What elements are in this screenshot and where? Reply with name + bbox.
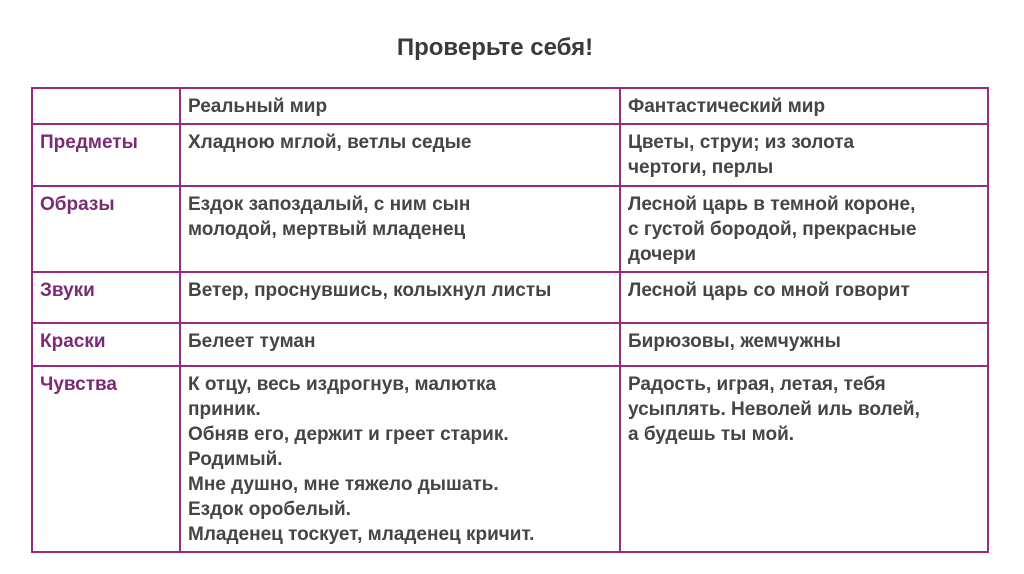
text-line: приник. [188,399,261,420]
text-line: Мне душно, мне тяжело дышать. [188,474,499,495]
table-row [32,124,988,186]
cell-real-feelings [180,366,620,552]
text-line: Бирюзовы, жемчужны [628,331,841,352]
cell-fantasy-feelings [620,366,988,552]
page-title: Проверьте себя! [396,34,594,61]
row-label-sounds: Звуки [32,272,180,323]
row-label-images: Образы [32,186,180,272]
row-label-colors: Краски [32,323,180,366]
table-row [32,366,988,552]
text-line: Родимый. [188,449,283,470]
cell-real-objects [180,124,620,186]
cell-real-colors [180,323,620,366]
text-line: Цветы, струи; из золота [628,132,855,153]
column-header-fantasy-world: Фантастический мир [620,88,988,124]
table-row [32,323,988,366]
cell-fantasy-colors [620,323,988,366]
cell-fantasy-sounds [620,272,988,323]
text-line: Ездок оробелый. [188,499,351,520]
cell-fantasy-images [620,186,988,272]
cell-fantasy-objects [620,124,988,186]
text-line: К отцу, весь издрогнув, малютка [188,374,497,395]
text-line: Радость, играя, летая, тебя [628,374,886,395]
text-line: Младенец тоскует, младенец кричит. [188,524,535,545]
row-label-feelings: Чувства [32,366,180,552]
text-line: молодой, мертвый младенец [188,219,466,240]
column-header-real-world: Реальный мир [180,88,620,124]
cell-real-images [180,186,620,272]
text-line: с густой бородой, прекрасные [628,219,917,240]
text-line: усыплять. Неволей иль волей, [628,399,920,420]
text-line: Хладною мглой, ветлы седые [188,132,472,153]
corner-cell [32,88,180,124]
cell-real-sounds [180,272,620,323]
text-line: Ездок запоздалый, с ним сын [188,194,471,215]
text-line: Лесной царь со мной говорит [628,280,910,301]
comparison-table [31,87,989,553]
text-line: дочери [628,244,697,265]
text-line: а будешь ты мой. [628,424,795,445]
row-label-objects: Предметы [32,124,180,186]
table-row [32,272,988,323]
text-line: чертоги, перлы [628,157,774,178]
table-header-row [32,88,988,124]
text-line: Белеет туман [188,331,316,352]
text-line: Лесной царь в темной короне, [628,194,916,215]
table-row [32,186,988,272]
text-line: Ветер, проснувшись, колыхнул листы [188,280,552,301]
text-line: Обняв его, держит и греет старик. [188,424,509,445]
